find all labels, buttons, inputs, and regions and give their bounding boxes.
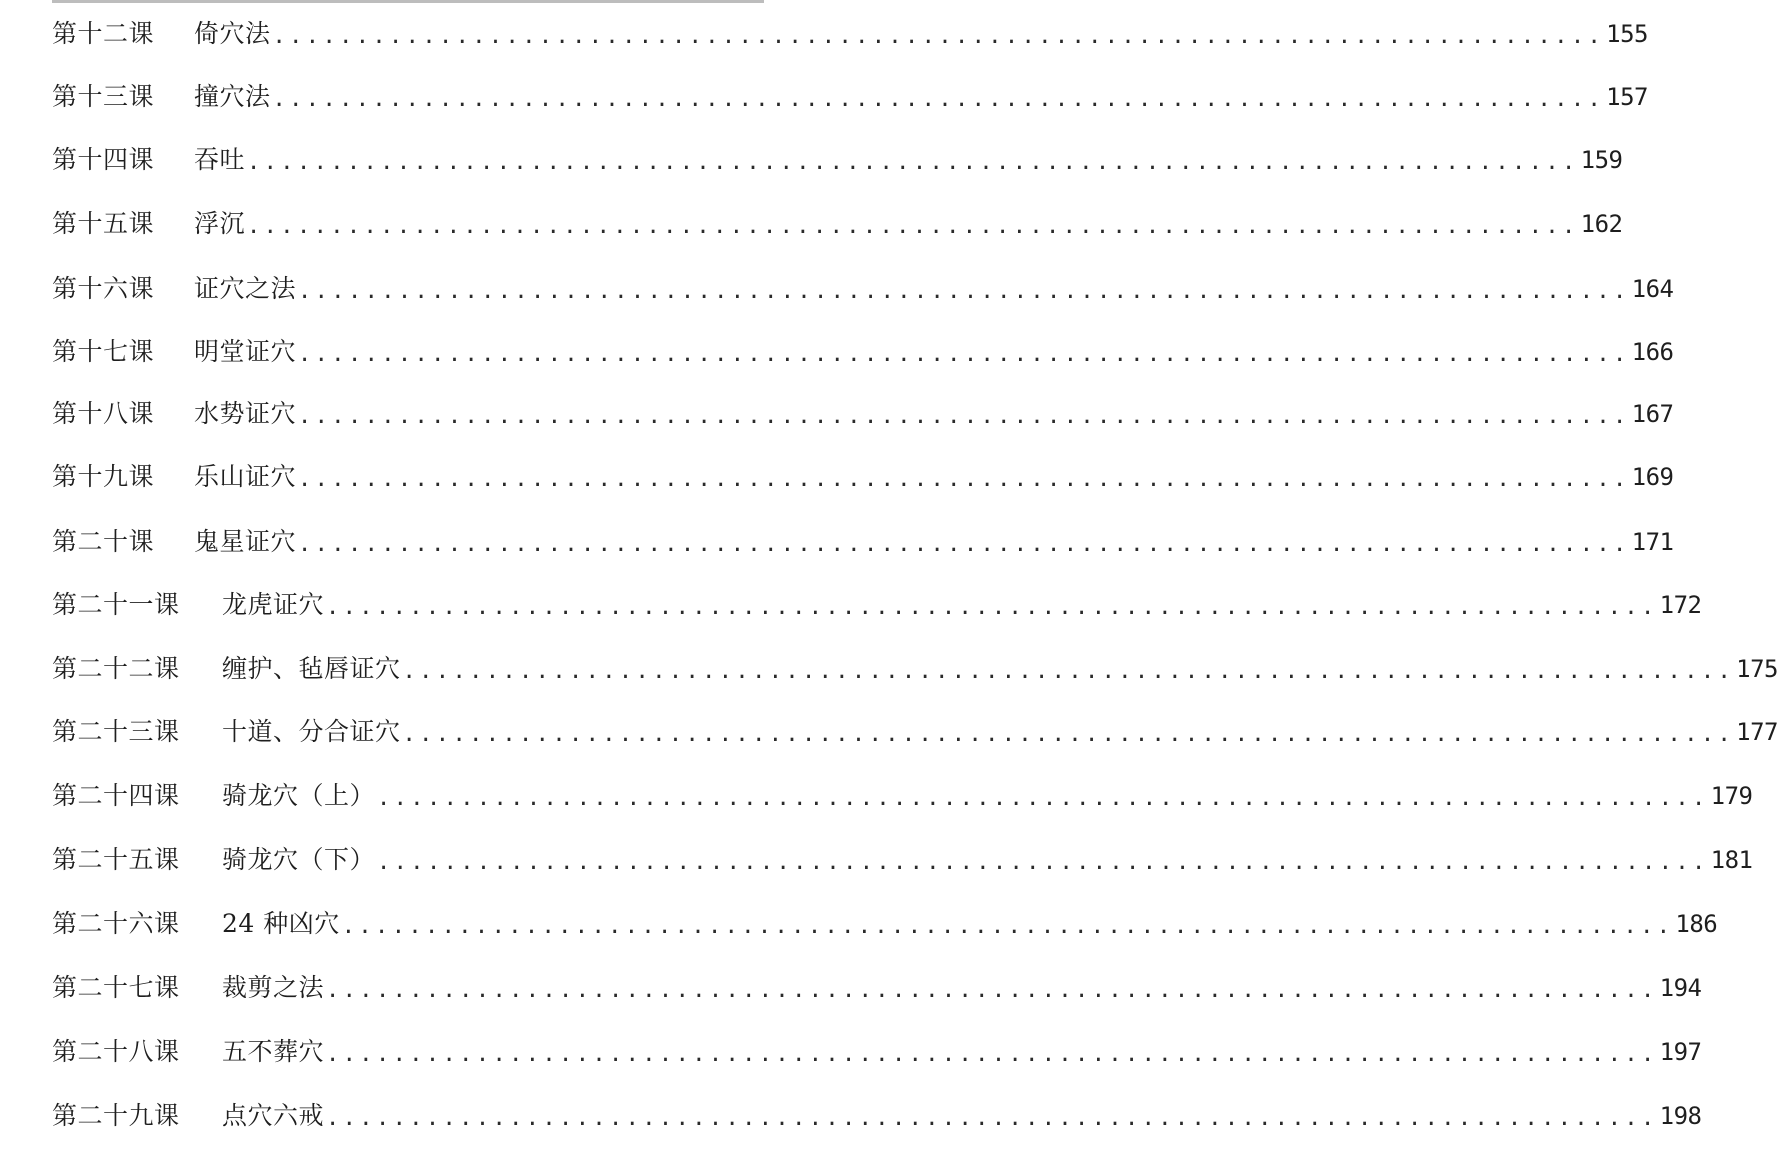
page-number: 172 (1659, 591, 1702, 619)
dot-leader: ................................................................................ (402, 659, 1735, 684)
toc-entry (52, 583, 1702, 627)
lesson-number: 第十六课 (52, 274, 155, 303)
lesson-title: 浮沉 (194, 209, 246, 238)
dot-leader: ................................................................................ (326, 595, 1658, 620)
lesson-title: 24 种凶穴 (222, 909, 340, 938)
page-number: 159 (1580, 146, 1623, 174)
lesson-title: 骑龙穴（下） (222, 845, 376, 874)
page-number: 171 (1631, 528, 1674, 556)
lesson-number: 第十九课 (52, 462, 155, 491)
toc-entry (52, 330, 1674, 374)
dot-leader: ................................................................................ (298, 467, 1630, 492)
page-number: 186 (1675, 910, 1718, 938)
page-number: 157 (1606, 83, 1648, 111)
lesson-title: 明堂证穴 (194, 337, 297, 366)
dot-leader: ................................................................................ (298, 279, 1630, 304)
lesson-number: 第二十三课 (52, 717, 180, 746)
toc-entry (52, 647, 1778, 691)
page-number: 198 (1659, 1102, 1702, 1130)
toc-entry (52, 138, 1623, 182)
lesson-number: 第十三课 (52, 82, 155, 111)
page-number: 194 (1659, 974, 1702, 1002)
toc-entry (52, 966, 1702, 1010)
page-number: 162 (1580, 210, 1623, 238)
dot-leader: ................................................................................ (247, 150, 1579, 175)
toc-entry (52, 455, 1674, 499)
toc-entry (52, 902, 1718, 946)
lesson-number: 第十五课 (52, 209, 155, 238)
page-number: 177 (1736, 718, 1778, 746)
dot-leader: ................................................................................ (377, 786, 1709, 811)
page-number: 166 (1631, 338, 1674, 366)
lesson-title: 倚穴法 (194, 19, 271, 48)
page-number: 175 (1736, 655, 1778, 683)
toc-entry (52, 1094, 1702, 1138)
lesson-title: 点穴六戒 (222, 1101, 325, 1130)
lesson-title: 水势证穴 (194, 399, 297, 428)
dot-leader: ................................................................................ (326, 1042, 1658, 1067)
lesson-title: 龙虎证穴 (222, 590, 325, 619)
dot-leader: ................................................................................ (272, 24, 1605, 49)
lesson-number: 第二十五课 (52, 845, 180, 874)
toc-entry (52, 520, 1674, 564)
lesson-title: 鬼星证穴 (194, 527, 297, 556)
page-number: 169 (1631, 463, 1674, 491)
toc-entry (52, 202, 1623, 246)
lesson-title: 吞吐 (194, 145, 246, 174)
lesson-number: 第十八课 (52, 399, 155, 428)
lesson-number: 第二十八课 (52, 1037, 180, 1066)
page-number: 155 (1606, 20, 1648, 48)
lesson-number: 第十四课 (52, 145, 155, 174)
page-number: 167 (1631, 400, 1674, 428)
page-number: 164 (1631, 275, 1674, 303)
dot-leader: ................................................................................ (247, 214, 1579, 239)
dot-leader: ................................................................................ (298, 404, 1630, 429)
dot-leader: ................................................................................ (272, 87, 1605, 112)
lesson-number: 第二十课 (52, 527, 155, 556)
toc-entry (52, 838, 1753, 882)
dot-leader: ................................................................................ (326, 1106, 1658, 1131)
toc-entry (52, 774, 1753, 818)
lesson-number: 第十二课 (52, 19, 155, 48)
dot-leader: ................................................................................ (377, 850, 1709, 875)
toc-entry (52, 75, 1648, 119)
lesson-title: 骑龙穴（上） (222, 781, 376, 810)
lesson-title: 撞穴法 (194, 82, 271, 111)
dot-leader: ................................................................................ (326, 978, 1658, 1003)
dot-leader: ................................................................................ (402, 722, 1735, 747)
lesson-number: 第二十七课 (52, 973, 180, 1002)
toc-entry (52, 1030, 1702, 1074)
lesson-number: 第二十二课 (52, 654, 180, 683)
lesson-number: 第二十六课 (52, 909, 180, 938)
lesson-title: 十道、分合证穴 (222, 717, 401, 746)
lesson-title: 证穴之法 (194, 274, 297, 303)
lesson-title: 缠护、毡唇证穴 (222, 654, 401, 683)
lesson-title: 乐山证穴 (194, 462, 297, 491)
page-number: 197 (1659, 1038, 1702, 1066)
dot-leader: ................................................................................ (298, 532, 1630, 557)
lesson-number: 第十七课 (52, 337, 155, 366)
page-number: 181 (1710, 846, 1753, 874)
lesson-number: 第二十四课 (52, 781, 180, 810)
lesson-number: 第二十一课 (52, 590, 180, 619)
toc-entry (52, 267, 1674, 311)
page-number: 179 (1710, 782, 1753, 810)
lesson-title: 裁剪之法 (222, 973, 325, 1002)
toc-entry (52, 12, 1648, 56)
dot-leader: ................................................................................ (298, 342, 1630, 367)
dot-leader: ................................................................................ (341, 914, 1674, 939)
toc-entry (52, 710, 1778, 754)
lesson-title: 五不葬穴 (222, 1037, 325, 1066)
toc-entry (52, 392, 1674, 436)
lesson-number: 第二十九课 (52, 1101, 180, 1130)
